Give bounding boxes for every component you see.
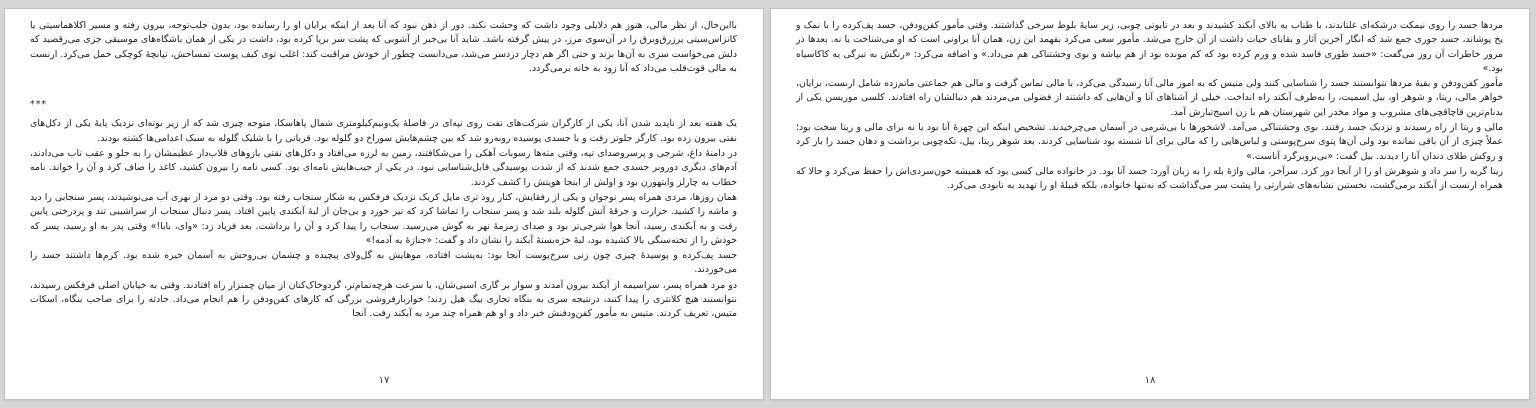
page-18	[771, 9, 1529, 399]
paragraph: مأمور کفن‌ودفن و بقیهٔ مردها نتوانستند جسد را شناسایی کنند ولی متیس که به امور مالی آنا رسیدگی می‌کرد، با مالی تماس گرفت و مالی هم جماعتی ماتم‌زده شامل ارنست، برایان، خواهر مالی، ریتا، و شوهر او، بیل اسمیت، را به‌طرف آبکند راه انداخت. خیلی از آشناهای آنا و آن‌هایی که داشتند از فضولی می‌مردند هم دنبالشان راه افتادند. کلسی موریسن یکی از بدنام‌ترین قاچاقچی‌های مشروب و مواد مخدر این شهرستان هم با زن اسیج‌تبارش آمد.	[796, 78, 1503, 118]
paragraph: دو مرد همراه پسر، سراسیمه از آبکند بیرون آمدند و سوار بر گاری اسبی‌شان، با سرعت هرچه‌تمام‌تر، گردوخاک‌کنان از میان چمنزار راه افتادند. وقتی به خیابان اصلی فرفکس رسیدند، نتوانستند هیچ کلانتری را پیدا کنند، درنتیجه سری به بنگاه تجاری بیگ هیل زدند؛ خواربارفروشی بزرگی که کارهای کفن‌ودفن را هم انجام می‌داد. حادثه را برای صاحب بنگاه، اسکات متیس، تعریف کردند. متیس به مأمور کفن‌ودفنش خبر داد و او هم همراه چند مرد به آبکند رفت. آنجا	[30, 279, 737, 320]
section-separator: ***	[30, 99, 48, 111]
paragraph: یک هفته بعد از ناپدید شدن آنا، یکی از کارگران شرکت‌های نفت روی تپه‌ای در فاصلهٔ یک‌ونیم‌کیلومتری شمال پاهاسکا، متوجه چیزی شد که از زیر بوته‌ای نزدیک پایهٔ یکی از دکل‌های نفتی بیرون زده بود. کارگر جلوتر رفت و با جسدی پوسیده روبه‌رو شد که بین چشم‌هایش سوراخ دو گلوله بود. قربانی را با شلیک گلوله به سبک اعدامی‌ها کشته بودند.	[30, 118, 737, 144]
page-number: ۱۷	[378, 375, 390, 386]
paragraph: ریتا گریه را سر داد و شوهرش او را از آنجا دور کرد. سرآخر، مالی واژهٔ بله را به زبان آورد: جسد آنا بود. در خانواده مالی کسی بود که همیشه خون‌سردی‌اش را حفظ می‌کرد و حالا که همراه ارنست از آبکند برمی‌گشت، نخستین نشانه‌های شرارتی را پشت سر می‌گذاشت که نه‌تنها خانواده، بلکه قبیلهٔ او را تهدید به نابودی می‌کرد.	[796, 165, 1503, 192]
paragraph: همان روزها، مردی همراه پسر نوجوان و یکی از رفقایش، کنار رود تری مایل کریک نزدیک فرفکس به شکار سنجاب رفته بود. وقتی دو مرد از نهری آب می‌نوشیدند، پسر سنجابی را دید و ماشه را کشید. حرارت و جرقهٔ آتش گلوله بلند شد و پسر سنجاب را تماشا کرد که تیر خورد و بی‌جان از لبهٔ آبکندی پایین افتاد. پسر دنبال سنجاب از سراشیبی تند و پردرختی پایین رفت و به آبکندی رسید، آنجا هوا شرجی‌تر بود و صدای زمزمهٔ نهر به گوش می‌رسید. سنجاب را پیدا کرد و آن را برداشت. بعد فریاد زد: «وای، بابا!» وقتی پدر به او رسید، پسر که خودش را از تخته‌سنگی بالا کشیده بود، لبهٔ خزه‌بستهٔ آبکند را نشان داد و گفت: «جنازهٔ یه آدمه!»	[30, 191, 737, 246]
page-17-body	[30, 19, 737, 323]
paragraph: مردها جسد را روی نیمکت درشکه‌ای غلتاندند، با طناب به بالای آبکند کشیدند و بعد در تابوتی چوبی، زیر سایهٔ بلوط سرخی گذاشتند. وقتی مأمور کفن‌ودفن، جسد پف‌کرده را با نمک و یخ پوشاند، جسد جوری جمع شد که انگار آخرین آثار و بقایای حیات داشت از آن خارج می‌شد. مأمور سعی می‌کرد بفهمد این زن، همان آنا براونی است که او می‌شناخت یا نه. بعدها در مرور خاطرات آن روز می‌گفت: «جسد طوری فاسد شده و ورم کرده بود که کم مونده بود از هم بپاشه و بوی وحشتناکی هم می‌داد.» و اضافه می‌کرد: «رنگش به تیرگی یه کاکاسیاه بود.»	[796, 20, 1503, 74]
paragraph: بااین‌حال، از نظر مالی، هنوز هم دلایلی وجود داشت که وحشت نکند. دور از ذهن نبود که آنا بعد از اینکه برایان او را رسانده بود، بدون جلب‌توجه، بیرون رفته و مسیر اکلاهماسیتی یا کانزاس‌سیتی پرزرق‌وبرق را در آن‌سوی مرز، در پیش گرفته باشد. شاید آنا بی‌خبر از آشوبی که پشت سر برپا کرده بود، داشت در یکی از همان باشگاه‌های موسیقی جزی می‌رقصید که دلش می‌خواست سری به آن‌ها بزند و حتی اگر هم دچار دردسر می‌شد، می‌دانست چطور از خودش مراقبت کند: اغلب توی کیف پوست تمساحش، تپانچهٔ کوچکی حمل می‌کرد. ارنست به مالی قوت‌قلب می‌داد که آنا زود به خانه برمی‌گردد.	[30, 20, 737, 74]
paragraph: مالی و ریتا از راه رسیدند و نزدیک جسد رفتند. بوی وحشتناکی می‌آمد. لاشخورها با بی‌شرمی در آسمان می‌چرخیدند. تشخیص اینکه این چهرهٔ آنا بود یا نه برای مالی و ریتا سخت بود؛ عملاً چیزی از آن باقی نمانده بود ولی آن‌ها پتوی سرخ‌پوستی و لباس‌هایی را که مالی برای آنا شسته بود شناسایی کردند. بعد شوهر ریتا، بیل، تکه‌چوبی برداشت و دهان جسد را باز کرد و روکش طلای دندان آنا را دیدند. بیل گفت: «بی‌بروبرگرد آناست.»	[796, 122, 1503, 162]
paragraph: جسد پف‌کرده و پوسیدهٔ چیزی چون زنی سرخ‌پوست آنجا بود: به‌پشت افتاده، موهایش به گل‌ولای پیچیده و چشمان بی‌روحش به آسمان خیره شده بود. کرم‌ها داشتند جسد را می‌خوردند.	[30, 250, 737, 276]
page-18-body	[796, 19, 1503, 195]
paragraph: در دامنهٔ داغ، شرجی و پرسروصدای تپه، وقتی مته‌ها رسوبات آهکی را می‌شکافتند، زمین به لرزه می‌افتاد و دکل‌های نفتی بازوهای قلاب‌دار عظیمشان را به جلو و عقب تاب می‌دادند، آدم‌های دیگری دوروبر جسدی جمع شدند که از شدت پوسیدگی قابل‌شناسایی نبود. در یکی از جیب‌هایش نامه‌ای بود. کسی نامه را بیرون کشید، کاغذ را صاف کرد و آن را خواند. نامه خطاب به چارلز وایتهورن بود و اولش از اینجا هویتش را کشف کردند.	[30, 148, 737, 188]
page-17	[5, 9, 763, 399]
page-number: ۱۸	[1144, 375, 1156, 386]
blank-line	[30, 77, 737, 91]
